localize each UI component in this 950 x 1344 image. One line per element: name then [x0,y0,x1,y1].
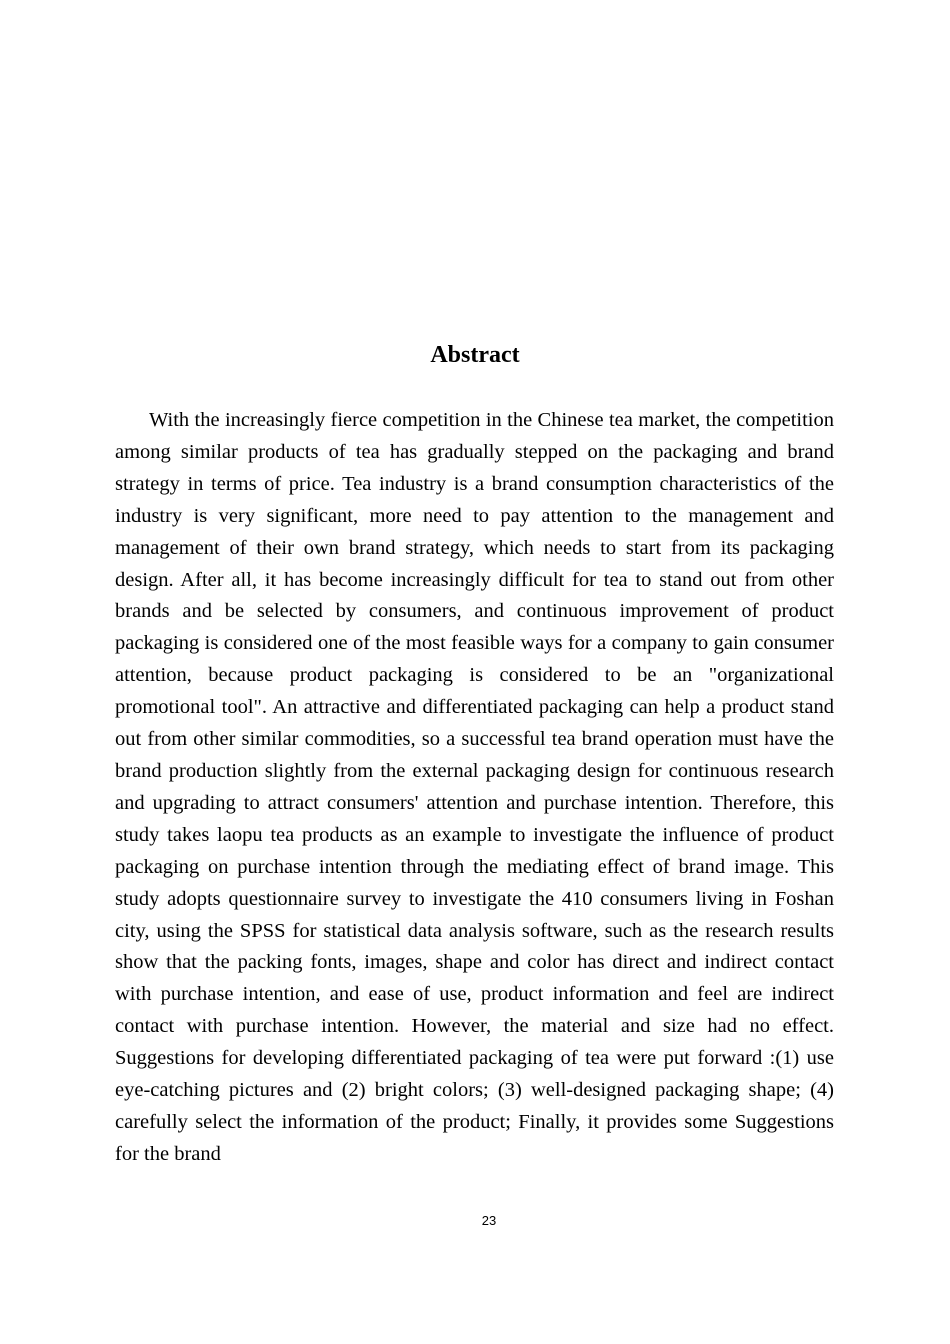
page-number: 23 [481,1213,497,1228]
abstract-body-text: With the increasingly fierce competition in the Chinese tea market, the competition among similar products of tea has gradually stepped on the packaging and brand strategy in terms of price. Tea industry is a brand consumption characteristics of the industry is very significant, more need to pay attention to the management and management of their own brand strategy, which needs to start from its packaging design. After all, it has become increasingly difficult for tea to stand out from other brands and be selected by consumers, and continuous improvement of product packaging is considered one of the most feasible ways for a company to gain consumer attention, because product packaging is considered to be an "organizational promotional tool". An attractive and differentiated packaging can help a product stand out from other similar commodities, so a successful tea brand operation must have the brand production slightly from the external packaging design for continuous research and upgrading to attract consumers' attention and purchase intention. Therefore, this study takes laopu tea products as an example to investigate the influence of product packaging on purchase intention through the mediating effect of brand image. This study adopts questionnaire survey to investigate the 410 consumers living in Foshan city, using the SPSS for statistical data analysis software, such as the research results show that the packing fonts, images, shape and color has direct and indirect contact with purchase intention, and ease of use, product information and feel are indirect contact with purchase intention. However, the material and size had no effect. Suggestions for developing differentiated packaging of tea were put forward :(1) use eye-catching pictures and (2) bright colors; (3) well-designed packaging shape; (4) carefully select the information of the product; Finally, it provides some Suggestions for the brand [115,409,834,1165]
abstract-heading: Abstract [430,342,520,368]
